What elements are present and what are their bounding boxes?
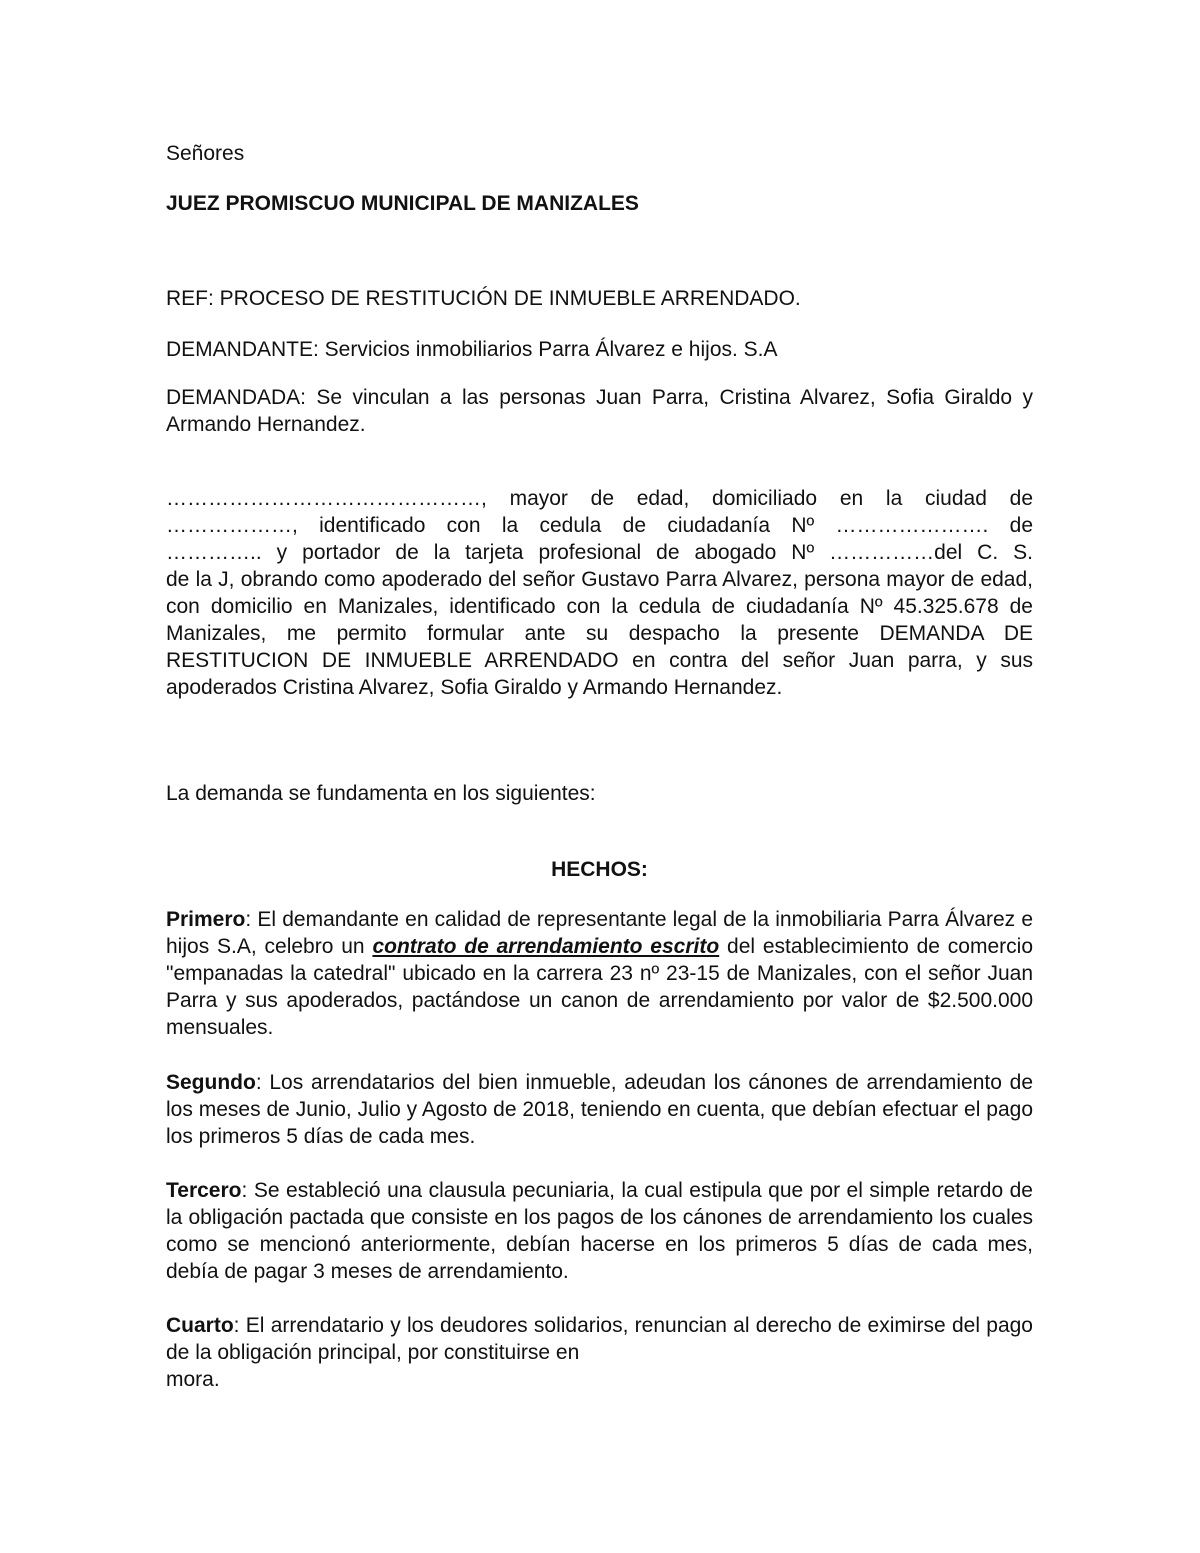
fundamento-line: La demanda se fundamenta en los siguientes:	[166, 782, 596, 805]
hecho-segundo	[166, 1069, 1033, 1150]
hecho-cuarto-text: : El arrendatario y los deudores solidarios, renuncian al derecho de eximirse del pago de la obligación principal, por constituirse en	[166, 1314, 1033, 1364]
hecho-primero-text-b: del establecimiento de comercio "empanadas la catedral" ubicado en la carrera 23 nº 23-15 de Manizales, con el señor Juan Parra y sus apoderados, pactándose un canon de arrendamiento por valor de $2.500.000 mensuales.	[166, 935, 1033, 1039]
hecho-primero-term: Primero	[166, 908, 246, 931]
addressee: JUEZ PROMISCUO MUNICIPAL DE MANIZALES	[166, 192, 639, 215]
intro-line-3: ………….. y portador de la tarjeta profesional de abogado Nº ……………del C. S.	[166, 541, 1033, 564]
salutation: Señores	[166, 142, 245, 165]
hecho-tercero	[166, 1177, 1033, 1285]
hecho-primero-text-a: : El demandante en calidad de representante legal de la inmobiliaria Parra Álvarez e hijos S.A, celebro un	[166, 908, 1033, 958]
hecho-cuarto-term: Cuarto	[166, 1314, 234, 1337]
contract-emphasis: contrato de arrendamiento escrito	[372, 935, 720, 958]
intro-line-2: ………………, identificado con la cedula de ciudadanía Nº …………………. de	[166, 514, 1033, 537]
hecho-tercero-term: Tercero	[166, 1179, 242, 1202]
hecho-cuarto-body	[166, 1312, 1033, 1366]
hecho-tercero-text: : Se estableció una clausula pecuniaria, la cual estipula que por el simple retardo de la obligación pactada que consiste en los pagos de los cánones de arrendamiento los cuales como se mencionó anteriormente, debían hacerse en los primeros 5 días de cada mes, debía de pagar 3 meses de arrendamiento.	[166, 1179, 1033, 1283]
hechos-title: HECHOS:	[551, 858, 648, 881]
plaintiff-line: DEMANDANTE: Servicios inmobiliarios Parra Álvarez e hijos. S.A	[166, 338, 778, 361]
hecho-cuarto	[166, 1312, 1033, 1393]
intro-paragraph	[166, 485, 1033, 701]
reference-line: REF: PROCESO DE RESTITUCIÓN DE INMUEBLE ARRENDADO.	[166, 287, 801, 310]
hecho-cuarto-last: mora.	[166, 1368, 220, 1391]
hecho-segundo-text: : Los arrendatarios del bien inmueble, adeudan los cánones de arrendamiento de los meses de Junio, Julio y Agosto de 2018, teniendo en cuenta, que debían efectuar el pago los primeros 5 días de cada mes.	[166, 1071, 1033, 1148]
intro-line-1: ………………………………………, mayor de edad, domiciliado en la ciudad de	[166, 487, 1033, 510]
hecho-primero	[166, 906, 1033, 1041]
intro-rest: de la J, obrando como apoderado del señor Gustavo Parra Alvarez, persona mayor de edad, con domicilio en Manizales, identificado con la cedula de ciudadanía Nº 45.325.678 de Manizales, me permito formular ante su despacho la presente DEMANDA DE RESTITUCION DE INMUEBLE ARRENDADO en contra del señor Juan parra, y sus apoderados Cristina Alvarez, Sofia Giraldo y Armando Hernandez.	[166, 568, 1033, 699]
defendants-line: DEMANDADA: Se vinculan a las personas Juan Parra, Cristina Alvarez, Sofia Giraldo y Armando Hernandez.	[166, 386, 1033, 436]
hecho-segundo-term: Segundo	[166, 1071, 256, 1094]
